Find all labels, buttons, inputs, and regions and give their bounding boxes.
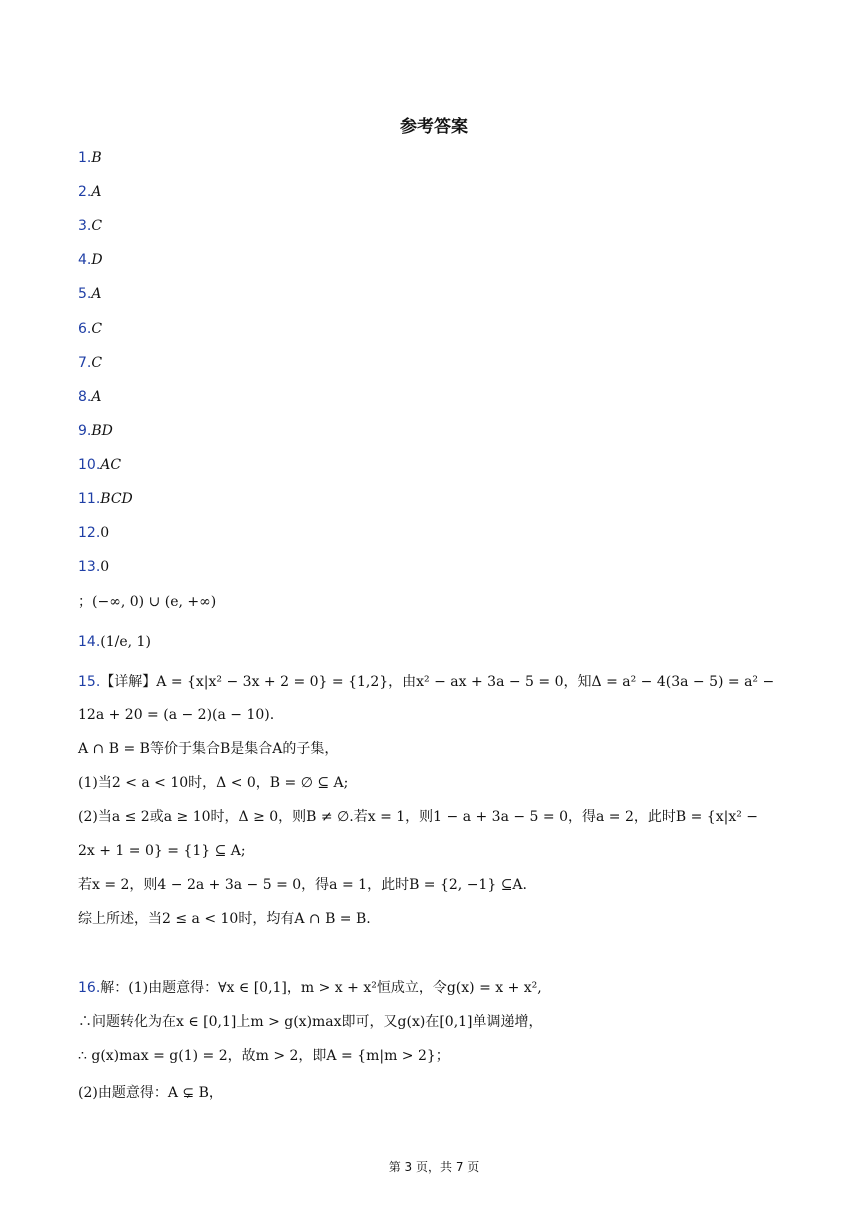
q16-text-1: 解：(1)由题意得：∀x ∈ [0,1]，m > x + x²恒成立，令g(x) = x + x², <box>100 980 542 996</box>
answer-14 <box>78 628 151 656</box>
answer-value: AC <box>100 457 122 473</box>
answer-number: 2. <box>78 184 92 200</box>
q15-line-5: (2)当a ≤ 2或a ≥ 10时，Δ ≥ 0，则B ≠ ∅.若x = 1，则1 − a + 3a − 5 = 0，得a = 2，此时B = {x|x² − <box>78 809 759 825</box>
answer-number: 3. <box>78 218 92 234</box>
q15-line-1 <box>78 672 774 692</box>
answer-row <box>78 284 101 304</box>
answer-value: 0 <box>100 525 110 541</box>
answer-value: BD <box>91 423 113 439</box>
answer-row <box>78 421 113 441</box>
q15-line-3: A ∩ B = B等价于集合B是集合A的子集， <box>78 741 339 757</box>
answer-row <box>78 557 109 577</box>
answer-number: 13. <box>78 559 101 575</box>
answer-value: C <box>91 218 103 234</box>
q15-line-2: 12a + 20 = (a − 2)(a − 10). <box>78 707 275 723</box>
answer-number: 9. <box>78 423 92 439</box>
answer-number: 8. <box>78 389 92 405</box>
page-title: 参考答案 <box>400 117 468 137</box>
answer-number: 10. <box>78 457 101 473</box>
q15-text-1: 【详解】A = {x|x² − 3x + 2 = 0} = {1,2}，由x² − ax + 3a − 5 = 0，知Δ = a² − 4(3a − 5) = a² − <box>100 674 775 690</box>
answer-value: B <box>91 150 102 166</box>
answer-row <box>78 489 133 509</box>
q16-line-3: ∴ g(x)max = g(1) = 2，故m > 2，即A = {m|m > 2}； <box>78 1048 450 1064</box>
q15-line-6: 2x + 1 = 0} = {1} ⊆ A; <box>78 843 246 859</box>
answer-number: 11. <box>78 491 101 507</box>
q15-line-8: 综上所述，当2 ≤ a < 10时，均有A ∩ B = B. <box>78 911 371 927</box>
answer-value: BCD <box>100 491 133 507</box>
answer-row <box>78 216 102 236</box>
answer-number: 1. <box>78 150 92 166</box>
answer-value: C <box>91 321 103 337</box>
q16-line-2: ∴问题转化为在x ∈ [0,1]上m > g(x)max即可，又g(x)在[0,1]单调递增， <box>78 1014 543 1030</box>
answer-value: 0 <box>100 559 110 575</box>
q15-line-7: 若x = 2，则4 − 2a + 3a − 5 = 0，得a = 1，此时B = {2, −1} ⊆A. <box>78 877 527 893</box>
answer-value: C <box>91 355 103 371</box>
answer-13-extra: ；(−∞, 0) ∪ (e, +∞) <box>78 594 217 610</box>
answer-number: 4. <box>78 252 92 268</box>
answer-row <box>78 182 101 202</box>
page-footer: 第 3 页，共 7 页 <box>388 1160 480 1174</box>
q15-number: 15. <box>78 674 101 690</box>
answer-row <box>78 319 102 339</box>
answer-value: A <box>91 389 102 405</box>
answer-value: (1/e, 1) <box>100 634 151 650</box>
q16-number: 16. <box>78 980 101 996</box>
answer-value: D <box>91 252 103 268</box>
answer-value: A <box>91 184 102 200</box>
q15-line-4: (1)当2 < a < 10时，Δ < 0，B = ∅ ⊆ A; <box>78 775 349 791</box>
answer-row <box>78 250 103 270</box>
answer-value: A <box>91 286 102 302</box>
answer-row <box>78 353 102 373</box>
answer-row <box>78 523 109 543</box>
answer-row <box>78 455 121 475</box>
q16-line-1 <box>78 978 542 998</box>
answer-number: 12. <box>78 525 101 541</box>
q16-line-4: (2)由题意得：A ⊊ B， <box>78 1085 223 1101</box>
answer-number: 14. <box>78 634 101 650</box>
answer-number: 7. <box>78 355 92 371</box>
answer-row <box>78 387 101 407</box>
answer-number: 5. <box>78 286 92 302</box>
answer-row <box>78 148 102 168</box>
answer-number: 6. <box>78 321 92 337</box>
